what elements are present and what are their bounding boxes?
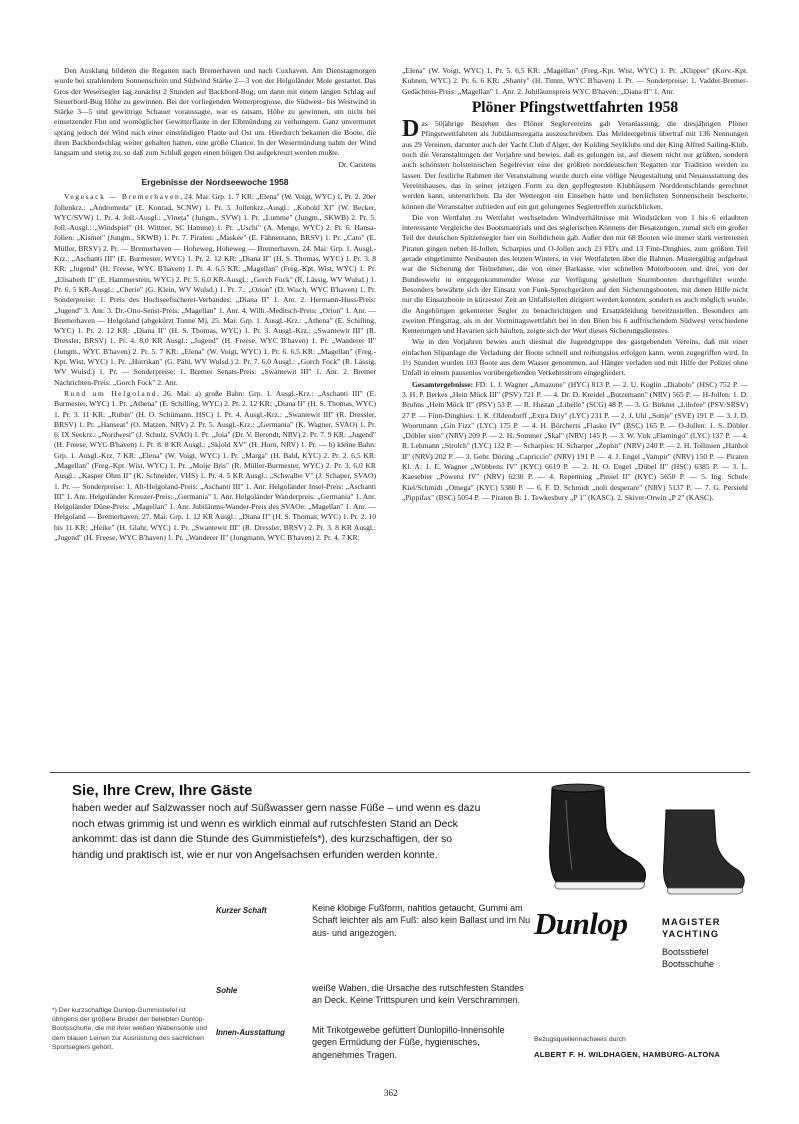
ad-dealer-note: Bezugsquellennachweis durch (534, 1036, 626, 1043)
article-results-text: FD: 1. J. Wagner „Amazone" (HYC) 813 P. — 2. U. Koglin „Diabolo" (HSC) 752 P. — 3. H. P. Berkes „Hein Mück III" (PSV) 721 P. — 4. Dr. D. Kreidel „Butzemann" (NRV) 565 P. — H-Jollen: 1. D. Bruhns „Hein Mück II" (PSV) 53 P. — R. Hustan „Libelle" (SCG) 48 P. — 3. G. Birkner „Lilofee" (PSV/SRSV) 27 P. — Finn-Dinghies: 1. K. Oldendorff „Extra Driy" (LYC) 231 P. — 2. J. Uhl „Sottje" (SVE) 191 P. — 3. J. D. Woortmann „Gin Fizz" (LYC) 175 P. — 4. H. Börcherts „Fiasko IV" (BSC) 165 P. — O-Jollen: 1. S. Döbler „Döbler sien" (NRV) 209 P. — 2. H. Sommer „Skal" (NRV) 145 P. — 3. W. Virk „Flamingo" (LYC) 137 P. — 4. R. Lehmann „Strolch" (LYC) 132 P. — Scharpies: H. Scharper „Zephir" (NRV) 240 P. — 2. H. Tollmien „Hanhol II" (NRV) 202 P. — 3. Gebr. Döring „Capriccio" (NRV) 191 P. — 4. J. Engel „Vampir" (NRV) 150 P. — Piraten Kl. A: 1. E. Wagner „Wöbbens IV" (KYC) 6619 P. — 2. H. O. Engel „Dübel II" (HSC) 6385 P. — 3. L. Kaesebier „Powenz IV" (NRV) 6230 P. — 4. Repenning „Pinsel II" (KYC) 5650 P. — 5. Ing. Schule Kiel/Schmidt „Omega" (KYC) 5380 P. — 6. F. D. Schmidt „noli desperare" (NRV) 5137 P. — 7. G. Persiehl „Pippifax" (BSC) 5054 P. — Piraten B: 1. Tewkesbury „P 1" (KASC). 2. Skiver-Orwin „P 2" (KASC). (402, 379, 748, 502)
ad-product-line2: YACHTING (662, 929, 720, 939)
spec-text-interior: Mit Trikotgewebe gefüttert Dunlopillo-Innensohle gegen Ermüdung der Füße, hygienisches, angenehmes Tragen. (312, 1025, 505, 1060)
article-paragraph-3: Wie in den Vorjahren bewies auch diesmal die Jugendgruppe des gastgebenden Vereins, daß mit einer einfachen Slipanlage die Verladung der Boote schnell und reibungslos erfolgen kann, wenn zugegriffen wird. In 1½ Stunden wurden 103 Boote aus dem Wasser genommen, auf Hänger verladen und mit Hilfe der Polizei ohne Unfall in einem pausenlos vorübergehenden Verkehrsstrom eingegliedert. (402, 337, 748, 378)
ad-intro: haben weder auf Salzwasser noch auf Süßwasser gern nasse Füße – und wenn es dazu noch etwas grimmig ist und wenn es wirklich einmal auf rutschfesten Stand an Deck ankommt: das ist dann die Stunde des Gummistiefels*), des kurzschaftigen, der so handig und praktisch ist, wie er nur von Angelsachsen erfunden werden konnte. (72, 803, 481, 861)
results-heading: Ergebnisse der Nordseewoche 1958 (141, 176, 289, 187)
ad-divider (50, 772, 750, 773)
article-results (402, 380, 748, 504)
results-vegesack (54, 192, 376, 388)
intro-author: Dr. Carstens (338, 159, 376, 169)
ad-headline: Sie, Ihre Crew, Ihre Gäste (72, 782, 253, 799)
results-helgoland-text: , 26. Mai: a) große Bahn: Grp. 1. Ausgl.-Krz.: „Aschanti III" (E. Burmester, WYC) 1. Pr. „Athena" (E. Schilling, WYC) 2. Pr. 2. 12 KR: „Diana II" (H. S. Thomas, WYC) 1. Pr. 3. 11 KR: „Rubin" (H. O. Schümann, HSC) 1. Pr. 4. Ausgl.-Krz.: „Swantewit III" (R. Dressler, BRSV) 1. Pr. „Hanseat" (O. Matzen, NRV) 2. Pr. 5. Ausgl.-Krz.: „Germania" (K. Wagner, SVAO) 1. Pr. 6. IX Seekrz.: „Nordwest" (J. Schulz, SVAO) 1. Pr. „Joia" (Dr. V. Berendt, NRV) 2. Pr. 7. 9 KR: „Jugend" (H. Freese, WYC B'haven) 1. Pr. 8. 8 KR Ausgl.: „Skjold XV" (H. Horn, NRV) 1. Pr. — b) kleine Bahn: Grp. 1. Ausgl.-Krz. 7 KR: „Elena" (W. Voigt, WYC) 1. Pr. „Marga" (H. Bald, KYC) 2. Pr. 2. 6,5 KR: „Magellan" (Freg.-Kpt. Wist, WYC) 1. Pr. „Moije Bris" (R. Müller-Burmester, WYC) 2. Pr. 3. 6,0 KR Ausgl.: „Kasper Ohm II" (K. Schneider, VHS) 1. Pr. 4. 5 KR Ausgl.: „Schwalbe V" (J. Schaper, SVAO) 1. Pr. — Sonderpreise: 1. Alt-Helgoland-Preis: „Aschanti III" 1. Anr. Helgoländer Insel-Preis: „Aschanti III" 1. Anr. Helgoländer Kreuzer-Preis: „Germania" 1. Anr. Helgoländer Wanderpreis: „Germania" 1. Anr. Helgoländer Düne-Preis: „Magellan" 1. Anr. Jubiläums-Wander-Preis des SVAOe: „Magellan" 1. Anr. — Helgoland — Bremerhaven, 27. Mai: Grp. 1. 12 KR Ausgl.: „Diana II" (H. S. Thomas, WYC) 1. Pr. 2. 10 bis 11 KR: „Heike" (H. Glahr, WYC) 1. Pr. „Swantewit III" (R. Dressler, BRSV) 2. Pr. 3. 8 KR Ausgl.: „Jugend" (H. Freese, WYC B'haven) 1. Pr. „Wanderer II" (Jungmann, WYC B'haven) 2. Pr. 4. 7 KR: (54, 388, 376, 543)
ad-product-sub2: Bootsschuhe (662, 959, 715, 969)
right-column (402, 66, 748, 504)
results-vegesack-text: , 24. Mai: Grp. 1. 7 KR: „Elena" (W. Voigt, WYC) 1. Pr. 2. 20er Jollenkrz.: „Andromeda" (E. Konrad, SCNW) 1. Pr. 3. Jollenkrz.-Ausgl.: „Kobold XI" (W. Becker, WYC/SVW) 1. Pr. 4. Joll.-Ausgl.: „Vineta" (Jungm., SVW) 1. Pr. „Lumme" (Jungm., SKWB) 2. Pr. 5. Joll.-Ausgl.: „Windspiel" (H. Wittner, SC Hamme) 1. Pr. „Uschi" (A. Menge, WYC) 2. Pr. 6. Hansa-Jollen: „Kismet" (Jungm., SKWB) 1. Pr. 7. Piraten: „Maskee" (E. Fähnemann, BRSV) 1. Pr. „Cato" (E. Müller, BRSV) 2. Pr. — Bremerhaven — Hoheweg, Hoheweg — Bremerhaven, 24. Mai: Grp. 1. Ausgl.-Krz.: „Aschanti III" (E. Burmester, WYC) 1. Pr. 2. 12 KR: „Diana II" (H. S. Thomas, WYC) 1. Pr. 3. 8 KR: „Jugend" (H. Freese, WYC B'haven) 1. Pr. 4. 6,5 KR: „Magellan" (Freg.-Kpt. Wist, WYC) 1. Pr. „Elisabeth II" (E. Hammerstein, WYC) 2. Pr. 5. 6,0 KR-Ausgl.: „Gorch Fock" (R. Lässig, WV Wulsd.) 1. Pr. 6. 5 KR-Ausgl.: „Cherie" (G. Klein, WV Wulsd.) 1. Pr. 7.: „Orion" (D. Wisch, WYC B'haven) 1. Pr. Sonderpreise: 1. Preis des Hochseefischerei-Verbandes: „Diana II" 1. Anr. 2. Hermann-Huss-Preis: „Jugend" 3. Anr. 3. Dr.-Otto-Senst-Preis: „Magellan" 1. Anr. 4. Wilh.-Meditsch-Preis: „Orion" 1. Anr. — Bremerhaven — Helgoland (abgekürzt Tonne M), 25. Mai: Grp. 1. Ausgl.-Krz.: „Athena" (E. Schilling, WYC) 1. Pr. 2. 12 KR: „Diana II" (H. S. Thomas, WYC) 1. Pr. 3. Ausgl.-Krz.: „Swantewit III" (R. Dressler, BRSV) 1. Pr. 4. 8,0 KR Ausgl.: „Jugend" (H. Freese, WYC B'haven) 1. Pr. „Wanderer II" (Jungm., WYC B'haven) 2. Pr. 5. 7 KR: „Elena" (W. Voigt, WYC) 1. Pr. 6. 6,5 KR: „Magellan" (Freg.-Kpt. Wist, WYC) 1. Pr. „Hurrikan" (G. Pähl, WV Wulsd.) 2. Pr. 7. 6,0 Ausgl.: „Gorch Fock" (R. Lässig, WV Wulsd.) 1. Pr. — Sonderpreise: 1. Bremer Senats-Preis: „Swantewit III" 1. Anr. 2. Bremer Nachrichten-Preis: „Gorch Fock" 2. Anr. (54, 192, 377, 387)
spec-text-shaft: Keine klobige Fußform, nahtlos getaucht, Gummi am Schaft leichter als am Fuß: also kein Ballast und im Nu aus- und angezogen. (312, 903, 531, 938)
spec-text-sole: weiße Waben, die Ursache des rutschfesten Standes an Deck. Keine Trittspuren und kein Verschrammen. (312, 983, 524, 1006)
ad-product-line1: MAGISTER (662, 917, 721, 927)
spec-label-interior: Innen-Ausstattung (216, 1028, 285, 1037)
ad-dealer: ALBERT F. H. WILDHAGEN, HAMBURG-ALTONA (534, 1050, 721, 1059)
article-paragraph-1 (402, 116, 748, 212)
article-title: Plöner Pfingstwettfahrten 1958 (471, 98, 679, 116)
ad-product-sub1: Bootsstiefel (662, 947, 709, 957)
ad-product-sub (662, 946, 714, 970)
spec-label-shaft: Kurzer Schaft (216, 906, 267, 915)
dropcap: D (402, 116, 420, 143)
continuation-paragraph: „Elena" (W. Voigt, WYC) 1. Pr. 5. 6,5 KR: „Magellan" (Freg.-Kpt. Wist, WYC) 1. Pr. „Klipper" (Korv.-Kpt. Kuhnen, WYC) 2. Pr. 6. 6 KR: „Shanty" (H. Timm, WYC B'haven) 1. Pr. — Sonderpreise: 1. Vadder-Bremer-Gedächtnis-Preis: „Magellan" 1. Anr. 2. Jubiläumspreis WYC B'haven: „Diana II" 1. Anr. (402, 66, 748, 96)
dunlop-logo: Dunlop (534, 906, 628, 941)
results-helgoland (54, 389, 376, 543)
left-column (54, 66, 376, 544)
results-helgoland-lead: Rund um Helgoland (64, 388, 158, 398)
spec-label-sole: Sohle (216, 986, 238, 995)
results-vegesack-lead: Vegesack — Bremerhaven (64, 192, 181, 202)
article-results-lead: Gesamtergebnisse: (412, 379, 474, 389)
article-paragraph-2: Die von Wettfahrt zu Wettfahrt wechselnden Windverhältnisse mit Windstärken von 1 bis 6 erlaubten interessante Vergleiche des Bootsmaterials und des seglerischen Könnens der Besatzungen, zumal sich ein großer Teil der deutschen Spitzensegler hier ein Stelldichein gab. Außer den mit 68 Booten wie immer stark vertretenen Piraten gingen neben H-Jollen, Scharpies und O-Jollen auch 23 FD's und 13 Finn-Dinghies, zum größten Teil gerade eingetimmte Neubauten des letzten Winters, in vier Wettfahrten über die Bahnen. Mustergültig aufgebaut war die Sicherung der Teilnehmer, die von einer Barkasse, vier schnellen Motorbooten und drei, von der Bundeswehr in entgegenkommender Weise zur Verfügung gestellten Sturmbooten durchgeführt wurde. Besonders bewährte sich der Einsatz von Funk-Sprechgeräten auf den Sicherungsbooten, mit denen Hilfe nicht nur die Einsatzboote in kürzester Zeit an Unfallstellen dirigiert werden konnten, sondern es auch möglich wurde, die Angehörigen gekenterter Segler zu benachrichtigen und Ersatzkleidung bereitzustellen. Besonders am zweiten Pfingsttag, als in der Vormittagswettfahrt bei in den Böen bis 6 auffrischendem Südwest verschiedene Kenterungen und Havarien sich häuften, zeigte sich der Wert dieses Sicherungsdienstes. (402, 212, 748, 336)
article-paragraph-1-text: as 50jährige Bestehen des Plöner Seglervereins gab Veranlassung, die diesjährigen Plöner Pfingstwettfahrten als Jubiläumsregatta auszuschreiben. Das Meldeergebnis übertraf mit 136 Nennungen aus 29 Vereinen, darunter auch der Yacht Club d'Alger, der Kolding Seylklubs und der King Alfred Sailing-Klub, noch die Veranstaltungen der Vorjahre und bewies, daß es gelungen ist, auf diesem nicht nur größten, sondern auch schönsten holsteinischen Segelrevier eine der größten norddeutschen Regatten zur Tradition werden zu lassen. Der festliche Rahmen der Veranstaltung wurde durch eine völlige Neugestaltung und Neuausstattung des Vereinshauses, das in seiner jetzigen Form zu den gepflegtesten Klubhäusern Norddeutschlands gerechnet werden kann, unterstrichen. Da der Wettergott ein Einsehen hatte und herrlichsten Sonnenschein bescherte, können die Veranstalter zufrieden auf ein gut gelungenes Seglertreffen zurückblicken. (402, 119, 748, 211)
page-number: 362 (384, 1088, 398, 1098)
ad-footnote: *) Der kurzschaftige Dunlop-Gummistiefel ist übrigens der größere Bruder der beliebten Dunlop-Bootsschuhe, die mit ihrer weißen Wabensohle und dem blauen Leinen zur Ausrüstung des sachlichen Sportseglers gehört. (52, 1007, 208, 1051)
rubber-boot-illustration-icon (538, 780, 750, 900)
ad-product-name (662, 916, 721, 940)
intro-paragraph: Den Ausklang bildeten die Regatten nach Bremerhaven und nach Cuxhaven. Am Dienstagmorgen wurde bei strahlendem Sonnenschein und Südwind Stärke 2—3 von der Helgoländer Mole gestartet. Das Gros der Wesersegler lag zunächst 2 Stunden auf Backbord-Bug, um dann mit einem langen Schlag auf Steuerbord-Bug Höhe zu gewinnen. Bei der vorliegenden Wetterprognose, die Südwest- bis Westwind in Stärke 3—5 und gewittrige Schauer voraussagte, war es ratsam, Höhe zu gewinnen, um nicht bei einsetzender Flut und womöglicher Gewitterflaute in der Elbmündung zu verhungern. Ganz unvermutet sprang jedoch der Wind nach einer einstündigen Flaute auf Ost um. Hierdurch bekamen die Boote, die ihren Backbordschlag weiter gehalten hatten, eine große Chance. In der Wesermündung nahm der Wind langsam und stetig zu, so daß zum Schluß gegen einen böigen Ost aufgekreuzt werden mußte. (54, 66, 376, 158)
dunlop-advertisement (50, 776, 750, 1076)
